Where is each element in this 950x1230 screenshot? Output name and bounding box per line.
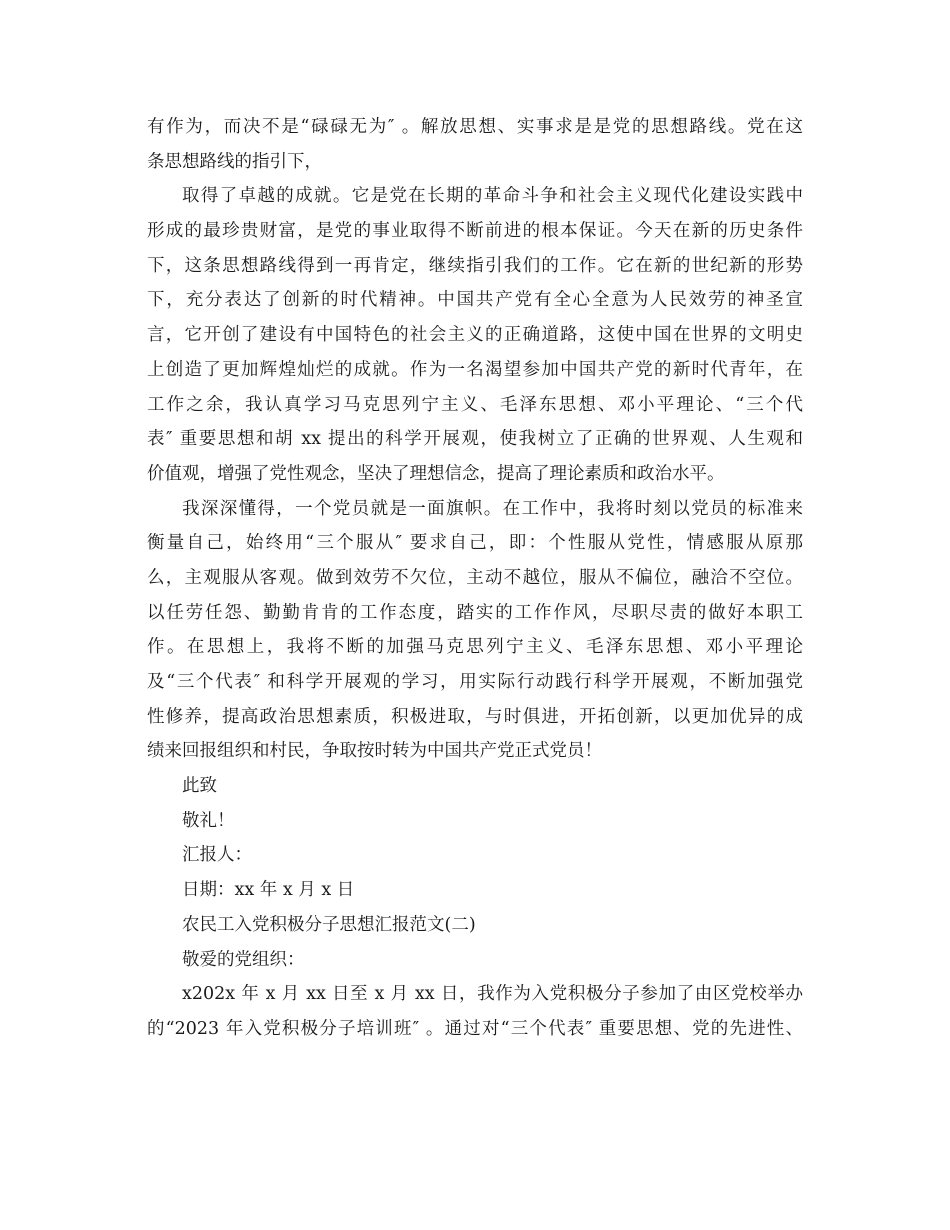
- text-line: 此致: [182, 776, 217, 797]
- text-line: 绩来回报组织和村民，争取按时转为中国共产党正式党员！: [147, 741, 602, 762]
- text-line: 价值观，增强了党性观念，坚决了理想信念，提高了理论素质和政治水平。: [147, 463, 725, 484]
- document-body: [147, 110, 803, 1047]
- text-line: 性修养，提高政治思想素质，积极进取，与时俱进，开拓创新，以更加优异的成: [147, 706, 803, 727]
- text-line: 以任劳任怨、勤勤肯肯的工作态度，踏实的工作作风，尽职尽责的做好本职工: [147, 602, 803, 623]
- text-line: 取得了卓越的成就。它是党在长期的革命斗争和社会主义现代化建设实践中: [182, 186, 803, 207]
- text-line: 条思想路线的指引下，: [147, 151, 322, 172]
- text-line: 作。在思想上，我将不断的加强马克思列宁主义、毛泽东思想、邓小平理论: [147, 637, 803, 658]
- text-line: 形成的最珍贵财富，是党的事业取得不断前进的根本保证。今天在新的历史条件: [147, 221, 803, 242]
- text-line: 敬爱的党组织：: [182, 949, 305, 970]
- text-line: 我深深懂得，一个党员就是一面旗帜。在工作中，我将时刻以党员的标准来: [182, 498, 803, 519]
- text-line: 农民工入党积极分子思想汇报范文(二): [182, 914, 476, 935]
- text-line: 敬礼！: [182, 810, 235, 831]
- text-line: 有作为，而决不是“碌碌无为″ 。解放思想、实事求是是党的思想路线。党在这: [147, 117, 803, 137]
- text-line: 下，这条思想路线得到一再肯定，继续指引我们的工作。它在新的世纪新的形势: [147, 255, 803, 276]
- text-line: 上创造了更加辉煌灿烂的成就。作为一名渴望参加中国共产党的新时代青年，在: [147, 359, 803, 380]
- text-line: 么，主观服从客观。做到效劳不欠位，主动不越位，服从不偏位，融洽不空位。: [147, 567, 803, 588]
- text-line: 下，充分表达了创新的时代精神。中国共产党有全心全意为人民效劳的神圣宣: [147, 290, 803, 311]
- text-line: 言，它开创了建设有中国特色的社会主义的正确道路，这使中国在世界的文明史: [147, 325, 803, 346]
- text-line: 及“三个代表″ 和科学开展观的学习，用实际行动践行科学开展观，不断加强党: [147, 672, 803, 692]
- text-line: 衡量自己，始终用“三个服从″ 要求自己，即：个性服从党性，情感服从原那: [147, 533, 803, 554]
- text-line: 工作之余，我认真学习马克思列宁主义、毛泽东思想、邓小平理论、“三个代: [147, 394, 803, 415]
- text-line: 的“2023 年入党积极分子培训班″ 。通过对“三个代表″ 重要思想、党的先进性、: [147, 1018, 803, 1039]
- text-line: 日期：xx 年 x 月 x 日: [182, 880, 355, 901]
- text-line: x202x 年 x 月 xx 日至 x 月 xx 日，我作为入党积极分子参加了由区党校举办: [182, 984, 803, 1005]
- text-line: 表″ 重要思想和胡 xx 提出的科学开展观，使我树立了正确的世界观、人生观和: [147, 429, 803, 450]
- text-line: 汇报人：: [182, 845, 252, 866]
